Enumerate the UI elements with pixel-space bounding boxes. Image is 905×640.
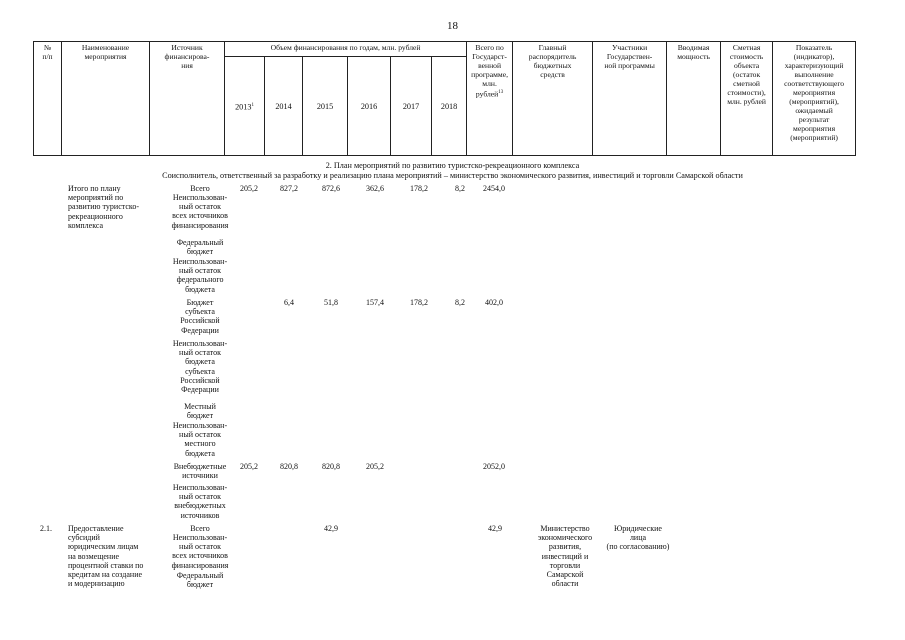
value-cell: 827,2: [280, 184, 298, 193]
value-cell: 820,8: [280, 462, 298, 471]
col-capacity: Вводимая мощность: [667, 42, 721, 156]
value-cell: 178,2: [410, 298, 428, 307]
col-year-2017: 2017: [391, 57, 432, 156]
source-label: Всего: [190, 184, 210, 193]
section-subtitle: Соисполнитель, ответственный за разработку и реализацию плана мероприятий – министерство экономического развития, инвестиций и торговли Самарской области: [162, 171, 743, 180]
col-manager: Главный распорядитель бюджетных средств: [513, 42, 593, 156]
value-cell: 6,4: [284, 298, 294, 307]
value-cell: 42,9: [324, 524, 338, 533]
section-title: 2. План мероприятий по развитию туристско-рекреационного комплекса: [325, 161, 580, 170]
source-label: Бюджет субъекта Российской Федерации: [180, 298, 220, 335]
page-number: 18: [447, 20, 458, 32]
value-cell: 205,2: [366, 462, 384, 471]
source-label: Неиспользован- ный остаток местного бюджета: [172, 421, 228, 458]
block2-name: Предоставление субсидий юридическим лицам на возмещение процентной ставки по кредитам на создание и модернизацию: [68, 524, 144, 589]
value-cell: 8,2: [455, 184, 465, 193]
value-cell: 157,4: [366, 298, 384, 307]
source-label: Местный бюджет: [184, 402, 216, 421]
col-year-2014: 2014: [265, 57, 303, 156]
source-label: Неиспользован- ный остаток внебюджетных источников: [172, 483, 228, 520]
col-year-2016: 2016: [348, 57, 391, 156]
source-label: Внебюджетные источники: [173, 462, 227, 481]
value-cell: 42,9: [488, 524, 502, 533]
value-cell: 2052,0: [483, 462, 505, 471]
source-label: Неиспользован- ный остаток всех источников финансирования: [171, 533, 229, 570]
block2-number: 2.1.: [40, 524, 52, 533]
source-label: Федеральный бюджет: [176, 238, 224, 257]
col-source: Источник финансирова- ния: [150, 42, 225, 156]
col-name: Наименование мероприятия: [62, 42, 150, 156]
value-cell: 362,6: [366, 184, 384, 193]
value-cell: 820,8: [322, 462, 340, 471]
col-indicator: Показатель (индикатор), характеризующий выполнение соответствующего мероприятия (мероприятий), ожидаемый результат мероприятия (мероприятий): [773, 42, 856, 156]
header-table: [33, 41, 856, 156]
col-volume-title: Объем финансирования по годам, млн. рублей: [225, 42, 467, 57]
col-participants: Участники Государствен- ной программы: [593, 42, 667, 156]
col-year-2015: 2015: [303, 57, 348, 156]
value-cell: 2454,0: [483, 184, 505, 193]
value-cell: 51,8: [324, 298, 338, 307]
value-cell: 205,2: [240, 462, 258, 471]
col-cost: Сметная стоимость объекта (остаток сметной стоимости), млн. рублей: [721, 42, 773, 156]
value-cell: 8,2: [455, 298, 465, 307]
col-no: № п/п: [34, 42, 62, 156]
source-label: Федеральный бюджет: [176, 571, 224, 590]
block2-participants: Юридические лица (по согласованию): [606, 524, 670, 552]
value-cell: 872,6: [322, 184, 340, 193]
source-label: Неиспользован- ный остаток бюджета субъекта Российской Федерации: [172, 339, 228, 395]
block1-name: Итого по плану мероприятий по развитию туристско- рекреационного комплекса: [68, 184, 140, 230]
col-year-2013: 2013$^1$: [225, 57, 265, 156]
col-year-2018: 2018: [432, 57, 467, 156]
source-label: Всего: [190, 524, 210, 533]
value-cell: 205,2: [240, 184, 258, 193]
value-cell: 178,2: [410, 184, 428, 193]
block2-manager: Министерство экономического развития, инвестиций и торговли Самарской области: [537, 524, 593, 589]
source-label: Неиспользован- ный остаток всех источников финансирования: [171, 193, 229, 230]
source-label: Неиспользован- ный остаток федерального бюджета: [172, 257, 228, 294]
value-cell: 402,0: [485, 298, 503, 307]
col-total: Всего по Государст- венной программе, млн. рублей$^{13}$: [467, 42, 513, 156]
